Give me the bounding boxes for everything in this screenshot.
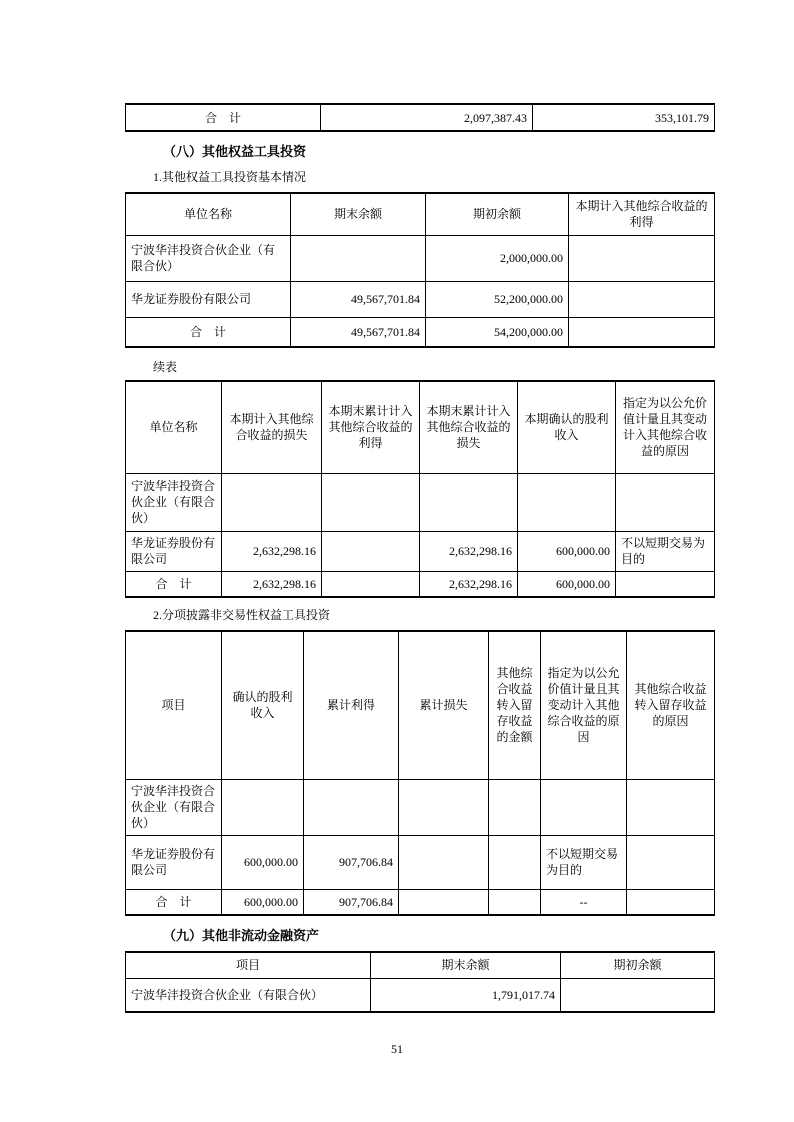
cell-unit-name: 华龙证券股份有限公司 <box>126 281 291 317</box>
cell-unit-name: 宁波华沣投资合伙企业（有限合伙） <box>126 473 222 531</box>
cell-total-label: 合 计 <box>126 889 222 915</box>
header-beginning-balance: 期初余额 <box>426 193 569 235</box>
header-cumulative-oci-loss: 本期末累计计入其他综合收益的损失 <box>420 381 518 473</box>
cell-oci-to-retained-amount <box>489 835 541 889</box>
header-current-oci-loss: 本期计入其他综合收益的损失 <box>222 381 322 473</box>
table-row <box>126 281 715 317</box>
table-total-row <box>126 317 715 347</box>
cell-current-oci-loss <box>222 473 322 531</box>
header-ending-balance: 期末余额 <box>291 193 426 235</box>
cell-cumulative-oci-loss: 2,632,298.16 <box>420 531 518 571</box>
cell-item: 华龙证券股份有限公司 <box>126 835 222 889</box>
continued-table-label: 续表 <box>153 360 178 374</box>
header-cumulative-oci-gain: 本期末累计计入其他综合收益的利得 <box>322 381 420 473</box>
non-trading-equity-table <box>125 630 715 916</box>
header-dividend-income: 本期确认的股利收入 <box>518 381 616 473</box>
cell-current-oci-gain <box>569 235 715 281</box>
header-current-oci-gain: 本期计入其他综合收益的利得 <box>569 193 715 235</box>
cell-beginning-balance <box>561 978 715 1012</box>
cell-cumulative-oci-gain <box>322 473 420 531</box>
report-content <box>125 0 714 1013</box>
header-designation-reason: 指定为以公允价值计量且其变动计入其他综合收益的原因 <box>541 631 627 779</box>
cell-beginning-balance: 54,200,000.00 <box>426 317 569 347</box>
cell-cumulative-gain <box>304 779 399 835</box>
cell-cumulative-oci-loss: 2,632,298.16 <box>420 571 518 597</box>
total-beginning-cell: 353,101.79 <box>533 104 715 131</box>
cell-cumulative-loss <box>399 779 489 835</box>
cell-transfer-reason <box>627 889 715 915</box>
cell-total-label: 合 计 <box>126 317 291 347</box>
table-total-row <box>126 571 715 597</box>
cell-oci-to-retained-amount <box>489 779 541 835</box>
cell-designation-reason: 不以短期交易为目的 <box>541 835 627 889</box>
header-oci-to-retained-amount: 其他综合收益转入留存收益的金额 <box>489 631 541 779</box>
table-row <box>126 473 715 531</box>
other-noncurrent-assets-table <box>125 951 715 1013</box>
cell-cumulative-oci-loss <box>420 473 518 531</box>
cell-ending-balance: 1,791,017.74 <box>371 978 561 1012</box>
total-ending-cell: 2,097,387.43 <box>321 104 533 131</box>
table-row <box>126 978 715 1012</box>
cell-dividend-income: 600,000.00 <box>518 531 616 571</box>
section-9-title: （九）其他非流动金融资产 <box>163 928 320 943</box>
table-row <box>126 104 715 131</box>
equity-basic-continued-table <box>125 380 715 598</box>
header-item: 项目 <box>126 952 371 978</box>
carryover-total-table <box>125 103 715 132</box>
cell-oci-to-retained-amount <box>489 889 541 915</box>
cell-item: 宁波华沣投资合伙企业（有限合伙） <box>126 779 222 835</box>
section-8-title: （八）其他权益工具投资 <box>163 144 307 159</box>
header-dividend-income: 确认的股利收入 <box>222 631 304 779</box>
cell-dividend-income <box>518 473 616 531</box>
cell-unit-name: 宁波华沣投资合伙企业（有限合伙） <box>126 235 291 281</box>
table-row <box>126 235 715 281</box>
header-transfer-reason: 其他综合收益转入留存收益的原因 <box>627 631 715 779</box>
cell-current-oci-gain <box>569 317 715 347</box>
cell-total-label: 合 计 <box>126 571 222 597</box>
cell-current-oci-loss: 2,632,298.16 <box>222 531 322 571</box>
cell-cumulative-loss <box>399 889 489 915</box>
cell-dividend-income: 600,000.00 <box>222 889 304 915</box>
cell-unit-name: 华龙证券股份有限公司 <box>126 531 222 571</box>
cell-beginning-balance: 2,000,000.00 <box>426 235 569 281</box>
cell-transfer-reason <box>627 835 715 889</box>
cell-dividend-income: 600,000.00 <box>518 571 616 597</box>
table-header-row <box>126 952 715 978</box>
cell-ending-balance <box>291 235 426 281</box>
cell-dividend-income <box>222 779 304 835</box>
cell-designation-reason <box>616 473 715 531</box>
header-cumulative-gain: 累计利得 <box>304 631 399 779</box>
cell-transfer-reason <box>627 779 715 835</box>
cell-designation-reason: -- <box>541 889 627 915</box>
table-total-row <box>126 889 715 915</box>
cell-dividend-income: 600,000.00 <box>222 835 304 889</box>
header-item: 项目 <box>126 631 222 779</box>
cell-designation-reason <box>616 571 715 597</box>
total-label-cell: 合 计 <box>126 104 321 131</box>
cell-cumulative-loss <box>399 835 489 889</box>
cell-cumulative-oci-gain <box>322 531 420 571</box>
cell-ending-balance: 49,567,701.84 <box>291 317 426 347</box>
table-row <box>126 779 715 835</box>
table-header-row <box>126 631 715 779</box>
cell-ending-balance: 49,567,701.84 <box>291 281 426 317</box>
section-8-subtitle-1: 1.其他权益工具投资基本情况 <box>153 170 307 184</box>
header-unit-name: 单位名称 <box>126 193 291 235</box>
header-cumulative-loss: 累计损失 <box>399 631 489 779</box>
cell-item: 宁波华沣投资合伙企业（有限合伙） <box>126 978 371 1012</box>
equity-basic-table <box>125 192 715 348</box>
table-header-row <box>126 381 715 473</box>
table-header-row <box>126 193 715 235</box>
table-row <box>126 835 715 889</box>
table-row <box>126 531 715 571</box>
cell-cumulative-gain: 907,706.84 <box>304 835 399 889</box>
section-8-subtitle-2: 2.分项披露非交易性权益工具投资 <box>153 608 331 622</box>
cell-current-oci-loss: 2,632,298.16 <box>222 571 322 597</box>
header-ending-balance: 期末余额 <box>371 952 561 978</box>
header-unit-name: 单位名称 <box>126 381 222 473</box>
cell-current-oci-gain <box>569 281 715 317</box>
cell-designation-reason: 不以短期交易为目的 <box>616 531 715 571</box>
cell-cumulative-gain: 907,706.84 <box>304 889 399 915</box>
header-beginning-balance: 期初余额 <box>561 952 715 978</box>
header-designation-reason: 指定为以公允价值计量且其变动计入其他综合收益的原因 <box>616 381 715 473</box>
cell-beginning-balance: 52,200,000.00 <box>426 281 569 317</box>
cell-designation-reason <box>541 779 627 835</box>
page-number: 51 <box>391 1042 403 1056</box>
cell-cumulative-oci-gain <box>322 571 420 597</box>
